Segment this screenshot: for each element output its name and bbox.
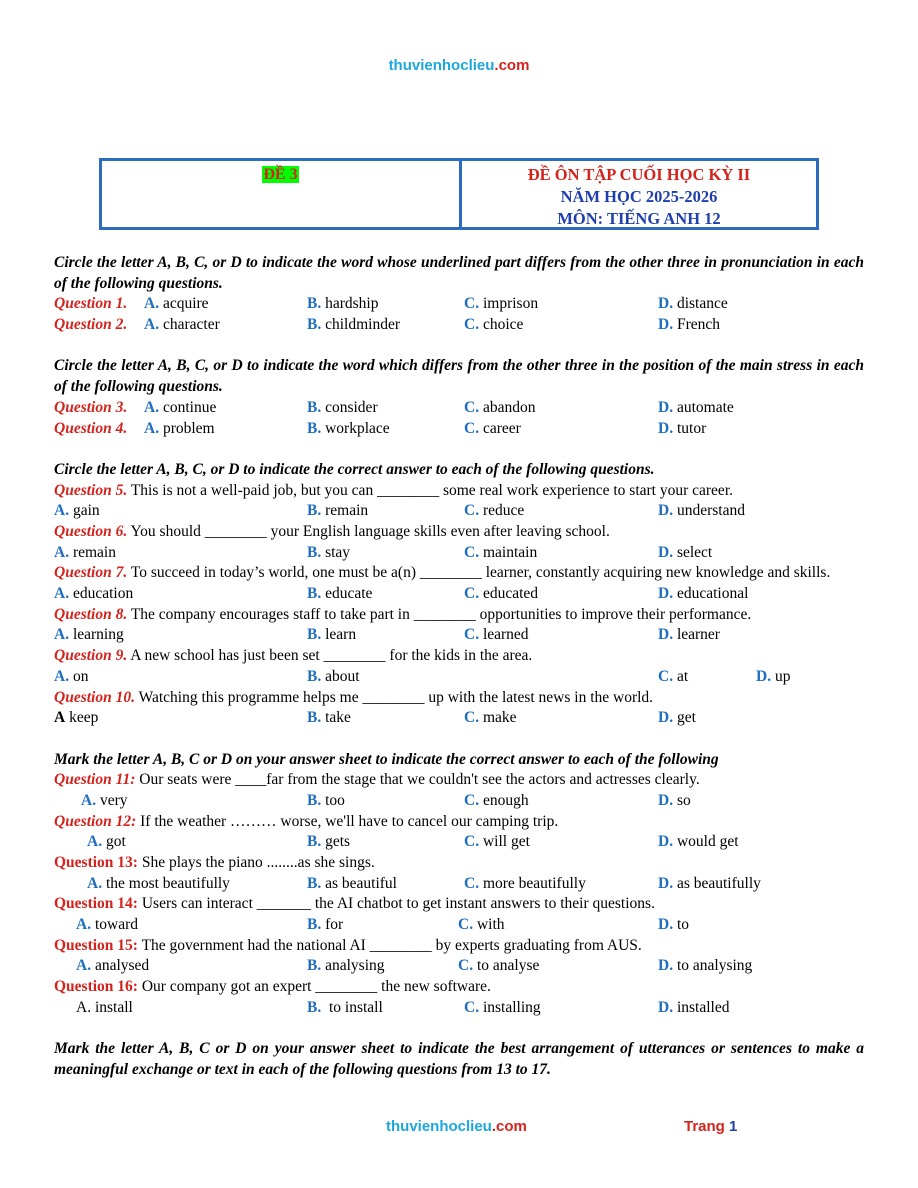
option-c: C. enough bbox=[464, 791, 529, 809]
option-c: C. installing bbox=[464, 998, 541, 1016]
question-16-options bbox=[54, 998, 864, 1019]
option-d: D. would get bbox=[658, 833, 739, 851]
option-d: D. installed bbox=[658, 998, 730, 1016]
question-15-options bbox=[54, 956, 864, 977]
question-label: Question 3. bbox=[54, 398, 128, 416]
option-a: A. character bbox=[144, 316, 220, 334]
option-a: A. learning bbox=[54, 626, 124, 644]
option-b: B. gets bbox=[307, 833, 351, 851]
question-8-options bbox=[54, 625, 864, 646]
option-d: D. automate bbox=[658, 398, 734, 416]
option-a: A. the most beautifully bbox=[87, 874, 230, 892]
option-a: A. acquire bbox=[144, 295, 209, 313]
option-b: B. as beautiful bbox=[307, 874, 397, 892]
exam-title: ĐỀ ÔN TẬP CUỐI HỌC KỲ II bbox=[527, 165, 751, 184]
option-c: C. imprison bbox=[464, 295, 539, 313]
option-c: C. will get bbox=[464, 833, 530, 851]
option-c: C. career bbox=[464, 419, 521, 437]
option-a: A. problem bbox=[144, 419, 215, 437]
option-a: A. remain bbox=[54, 543, 116, 561]
option-b: B. consider bbox=[307, 398, 378, 416]
school-year: NĂM HỌC 2025-2026 bbox=[560, 187, 718, 206]
question-3 bbox=[54, 398, 864, 419]
question-5-options bbox=[54, 501, 864, 522]
instruction-correct-answer: Circle the letter A, B, C, or D to indicate the correct answer to each of the following questions. bbox=[54, 460, 655, 478]
option-a: A. toward bbox=[76, 916, 138, 934]
option-b: B. educate bbox=[307, 585, 373, 603]
instruction-arrangement: Mark the letter A, B, C or D on your answer sheet to indicate the best arrangement of utterances or sentences to make a meaningful exchange or text in each of the following questions from 13 to 17. bbox=[54, 1040, 864, 1078]
option-c: C. abandon bbox=[464, 398, 536, 416]
exam-content bbox=[54, 253, 864, 1081]
option-d: D. French bbox=[658, 316, 720, 334]
option-c: C. educated bbox=[464, 585, 539, 603]
option-a: A. continue bbox=[144, 398, 217, 416]
question-16-stem: Question 16: Our company got an expert ________ the new software. bbox=[54, 978, 491, 996]
option-d: D. understand bbox=[658, 502, 745, 520]
option-a: A. very bbox=[81, 791, 128, 809]
question-14-stem: Question 14: Users can interact _______ the AI chatbot to get instant answers to their questions. bbox=[54, 895, 655, 913]
option-a: A. analysed bbox=[76, 957, 150, 975]
option-c: C. with bbox=[458, 916, 505, 934]
exam-code-cell bbox=[102, 161, 462, 227]
option-c: C. maintain bbox=[464, 543, 538, 561]
option-b: B. childminder bbox=[307, 316, 400, 334]
option-c: C. reduce bbox=[464, 502, 525, 520]
question-14-options bbox=[54, 915, 864, 936]
option-b: B. take bbox=[307, 709, 351, 727]
question-7-stem: Question 7. To succeed in today’s world, one must be a(n) ________ learner, constantly acquiring new knowledge and skills. bbox=[54, 564, 831, 582]
exam-title-cell bbox=[462, 161, 816, 227]
question-2 bbox=[54, 315, 864, 336]
question-5-stem: Question 5. This is not a well-paid job, but you can ________ some real work experience to start your career. bbox=[54, 481, 733, 499]
question-15-stem: Question 15: The government had the national AI ________ by experts graduating from AUS. bbox=[54, 936, 642, 954]
question-13-stem: Question 13: She plays the piano ........as she sings. bbox=[54, 854, 375, 872]
option-b: B. workplace bbox=[307, 419, 390, 437]
question-6-stem: Question 6. You should ________ your English language skills even after leaving school. bbox=[54, 523, 610, 541]
question-6-options bbox=[54, 543, 864, 564]
question-11-stem: Question 11: Our seats were ____far from the stage that we couldn't see the actors and actresses clearly. bbox=[54, 771, 700, 789]
question-10-stem: Question 10. Watching this programme helps me ________ up with the latest news in the world. bbox=[54, 688, 654, 706]
option-b: B. too bbox=[307, 791, 345, 809]
option-c: C. at bbox=[658, 667, 689, 685]
option-a: A. install bbox=[76, 998, 133, 1016]
option-d: D. educational bbox=[658, 585, 749, 603]
option-b: B. to install bbox=[307, 998, 383, 1016]
exam-code: ĐỀ 3 bbox=[263, 166, 298, 183]
option-b: B. for bbox=[307, 916, 344, 934]
question-label: Question 4. bbox=[54, 419, 128, 437]
option-b: B. analysing bbox=[307, 957, 385, 975]
option-d: D. distance bbox=[658, 295, 728, 313]
footer-site: thuvienhoclieu.com bbox=[386, 1118, 527, 1135]
option-b: B. hardship bbox=[307, 295, 379, 313]
exam-header-box bbox=[99, 158, 819, 230]
question-label: Question 1. bbox=[54, 295, 128, 313]
question-13-options bbox=[54, 874, 864, 895]
question-12-stem: Question 12: If the weather ……… worse, we'll have to cancel our camping trip. bbox=[54, 812, 559, 830]
option-d: D. to analysing bbox=[658, 957, 753, 975]
option-b: B. about bbox=[307, 667, 360, 685]
instruction-mark-answer: Mark the letter A, B, C or D on your answer sheet to indicate the correct answer to each of the following bbox=[54, 750, 719, 768]
option-b: B. stay bbox=[307, 543, 351, 561]
question-11-options bbox=[54, 791, 864, 812]
option-a: A. education bbox=[54, 585, 134, 603]
question-4 bbox=[54, 419, 864, 440]
option-d: D. get bbox=[658, 709, 696, 727]
option-a: A. got bbox=[87, 833, 126, 851]
question-label: Question 2. bbox=[54, 316, 128, 334]
instruction-stress: Circle the letter A, B, C, or D to indicate the word which differs from the other three in the position of the main stress in each of the following questions. bbox=[54, 357, 864, 396]
question-8-stem: Question 8. The company encourages staff to take part in ________ opportunities to improve their performance. bbox=[54, 605, 752, 623]
site-name: thuvienhoclieu bbox=[388, 57, 495, 74]
question-10-options bbox=[54, 708, 864, 729]
site-header bbox=[0, 57, 918, 74]
instruction-pronunciation: Circle the letter A, B, C, or D to indicate the word whose underlined part differs from the other three in pronunciation in each of the following questions. bbox=[54, 254, 864, 292]
page-footer bbox=[0, 1118, 918, 1140]
question-9-options bbox=[54, 667, 864, 688]
site-domain: .com bbox=[494, 57, 530, 74]
question-1 bbox=[54, 294, 864, 315]
option-b: B. learn bbox=[307, 626, 357, 644]
option-c: C. more beautifully bbox=[464, 874, 586, 892]
question-12-options bbox=[54, 832, 864, 853]
option-a: A keep bbox=[54, 709, 99, 727]
option-d: D. learner bbox=[658, 626, 720, 644]
option-d: D. select bbox=[658, 543, 713, 561]
option-d: D. so bbox=[658, 791, 691, 809]
question-9-stem: Question 9. A new school has just been set ________ for the kids in the area. bbox=[54, 647, 533, 665]
option-d: D. as beautifully bbox=[658, 874, 761, 892]
option-d: D. up bbox=[756, 667, 791, 685]
option-c: C. make bbox=[464, 709, 517, 727]
option-c: C. to analyse bbox=[458, 957, 540, 975]
question-7-options bbox=[54, 584, 864, 605]
option-d: D. tutor bbox=[658, 419, 707, 437]
subject: MÔN: TIẾNG ANH 12 bbox=[557, 209, 721, 228]
option-c: C. learned bbox=[464, 626, 529, 644]
option-a: A. on bbox=[54, 667, 89, 685]
option-b: B. remain bbox=[307, 502, 369, 520]
option-d: D. to bbox=[658, 916, 690, 934]
page-number: Trang 1 bbox=[684, 1118, 738, 1135]
option-c: C. choice bbox=[464, 316, 524, 334]
option-a: A. gain bbox=[54, 502, 100, 520]
